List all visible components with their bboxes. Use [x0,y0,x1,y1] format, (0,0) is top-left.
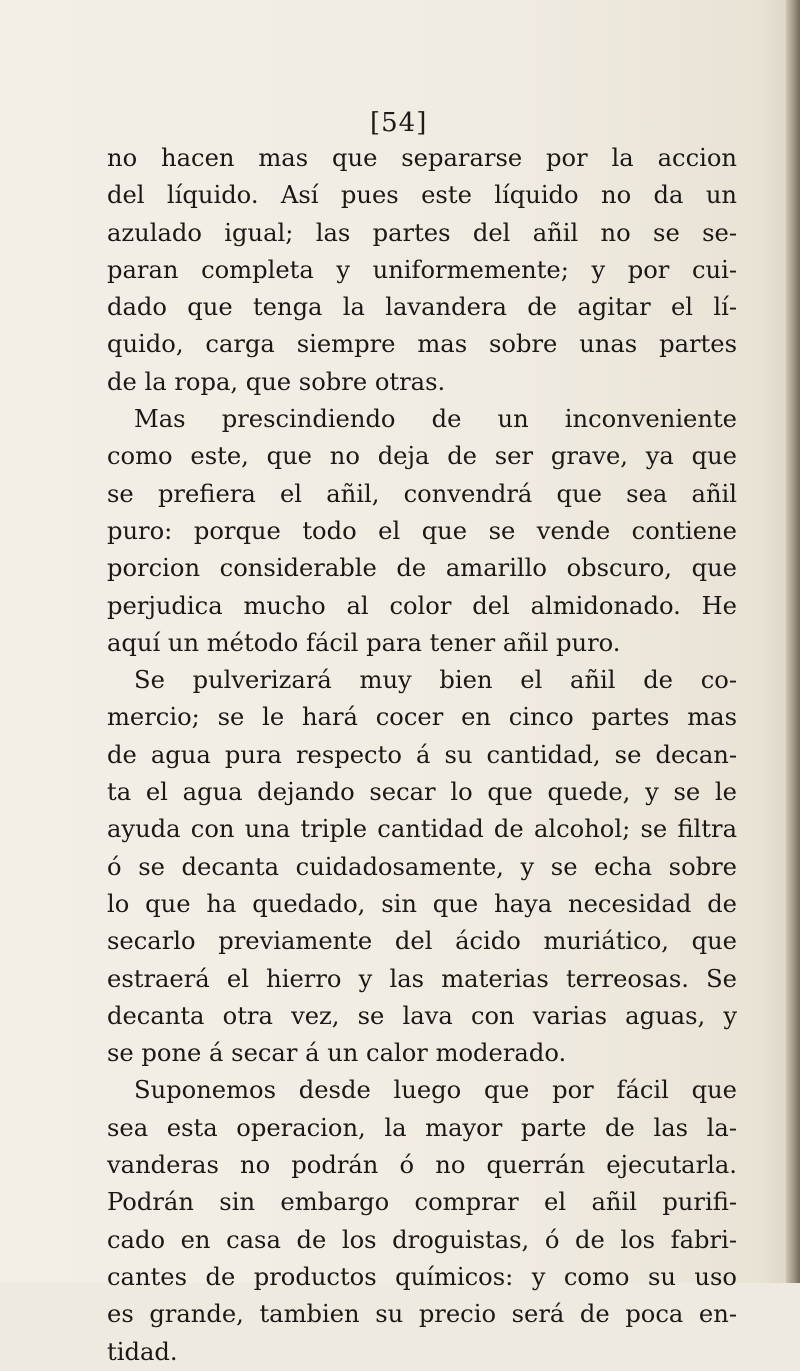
text-line: mercio; se le hará cocer en cinco partes mas [107,703,737,732]
text-line: cado en casa de los droguistas, ó de los fabri- [107,1225,737,1254]
text-line: es grande, tambien su precio será de poca en- [107,1300,737,1329]
page-binding-edge [786,0,800,1283]
text-line: porcion considerable de amarillo obscuro, que [107,554,737,583]
paragraph-start-line: Suponemos desde luego que por fácil que [134,1076,737,1105]
text-line: cantes de productos químicos: y como su uso [107,1262,737,1291]
text-line: secarlo previamente del ácido muriático, que [107,927,737,956]
text-line: dado que tenga la lavandera de agitar el lí- [107,293,737,322]
text-line: puro: porque todo el que se vende contiene [107,516,737,545]
body-text [107,140,737,1371]
text-line: azulado igual; las partes del añil no se se- [107,218,737,247]
text-line: estraerá el hierro y las materias terreosas. Se [107,964,737,993]
text-line: vanderas no podrán ó no querrán ejecutarla. [107,1151,737,1180]
text-line: ta el agua dejando secar lo que quede, y se le [107,778,737,807]
text-line: como este, que no deja de ser grave, ya que [107,442,737,471]
text-line: aquí un método fácil para tener añil puro. [107,628,621,657]
text-line: lo que ha quedado, sin que haya necesidad de [107,889,737,918]
text-line: tidad. [107,1337,178,1366]
text-line: no hacen mas que separarse por la accion [107,144,737,172]
paragraph-start-line: Mas prescindiendo de un inconveniente [134,405,737,434]
text-line: ó se decanta cuidadosamente, y se echa sobre [107,852,737,881]
paragraph-start-line: Se pulverizará muy bien el añil de co- [134,666,737,695]
text-line: Podrán sin embargo comprar el añil purifi- [107,1188,737,1217]
text-line: decanta otra vez, se lava con varias aguas, y [107,1001,737,1030]
text-line: de agua pura respecto á su cantidad, se decan- [107,740,737,769]
text-line: se prefiera el añil, convendrá que sea añil [107,479,737,508]
text-line: quido, carga siempre mas sobre unas partes [107,330,737,359]
text-line: perjudica mucho al color del almidonado. He [107,591,737,620]
text-line: se pone á secar á un calor moderado. [107,1039,567,1068]
text-line: de la ropa, que sobre otras. [107,367,446,396]
text-line: sea esta operacion, la mayor parte de las la- [107,1113,737,1142]
text-line: del líquido. Así pues este líquido no da un [107,181,737,210]
text-line: paran completa y uniformemente; y por cui- [107,255,737,284]
text-line: ayuda con una triple cantidad de alcohol; se filtra [107,815,737,844]
page-number: [54] [370,108,428,138]
